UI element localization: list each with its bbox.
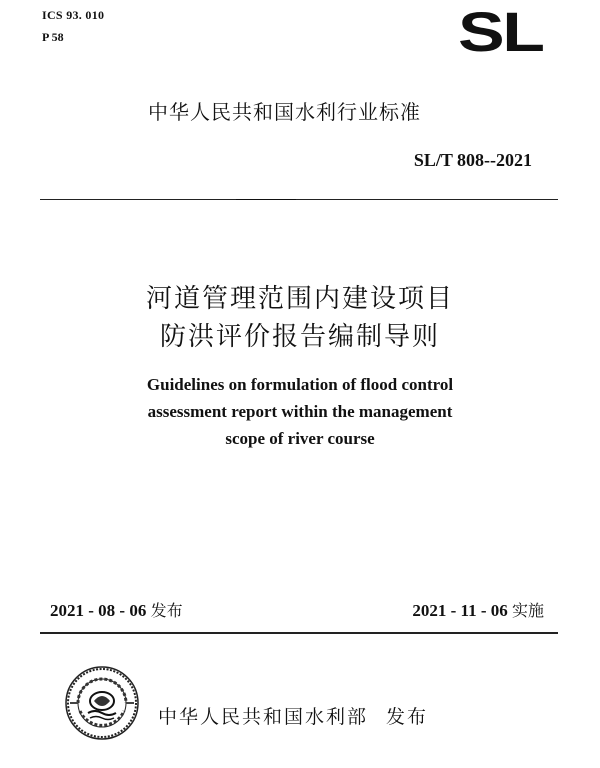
issue-date-value: 2021 - 08 - 06 xyxy=(50,601,147,620)
issuing-authority xyxy=(158,702,428,729)
top-divider-accent xyxy=(236,199,296,200)
english-title-line-2: assessment report within the management xyxy=(147,402,453,421)
standard-number: SL/T 808--2021 xyxy=(413,150,532,170)
implementation-date-value: 2021 - 11 - 06 xyxy=(412,601,508,620)
ics-code: ICS 93. 010 xyxy=(42,8,105,22)
implementation-date xyxy=(412,598,544,621)
chinese-title-line-2: 防洪评价报告编制导则 xyxy=(159,322,440,352)
issuer-action: 发布 xyxy=(386,706,429,728)
chinese-title xyxy=(0,280,600,356)
sl-logo: SL xyxy=(458,0,543,63)
issuer-name: 中华人民共和国水利部 xyxy=(158,706,369,728)
english-title xyxy=(0,371,600,452)
issue-date xyxy=(50,598,183,621)
english-title-line-1: Guidelines on formulation of flood control xyxy=(146,375,454,394)
ministry-seal-icon xyxy=(64,665,140,741)
implementation-date-label: 实施 xyxy=(511,601,544,620)
top-divider xyxy=(40,199,558,200)
issue-date-label: 发布 xyxy=(150,601,183,620)
english-title-line-3: scope of river course xyxy=(225,429,375,448)
chinese-title-line-1: 河道管理范围内建设项目 xyxy=(145,284,454,314)
standard-type: 中华人民共和国水利行业标准 xyxy=(148,100,421,124)
classification-code: P 58 xyxy=(42,30,64,44)
bottom-divider xyxy=(40,632,558,634)
